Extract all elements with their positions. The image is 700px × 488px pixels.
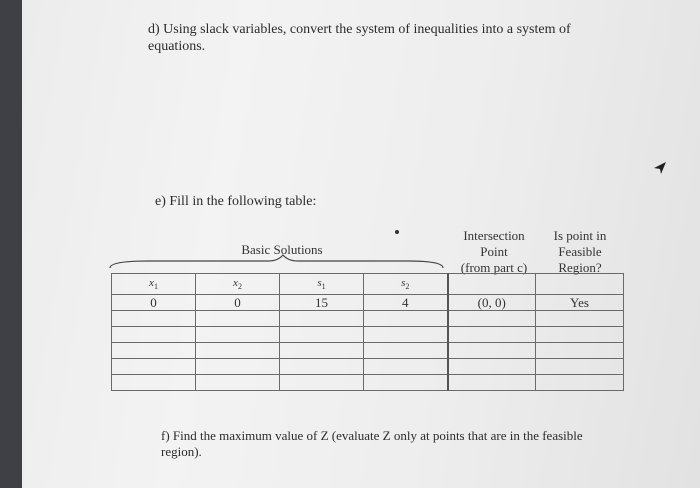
table-cell bbox=[536, 311, 624, 327]
table-header-cell bbox=[364, 274, 448, 295]
table-cell bbox=[536, 359, 624, 375]
table-cell bbox=[196, 327, 280, 343]
table-header-cell bbox=[536, 274, 624, 295]
question-e: e) Fill in the following table: bbox=[155, 194, 317, 209]
table-cell bbox=[364, 343, 448, 359]
table-cell bbox=[448, 359, 536, 375]
table-row bbox=[112, 359, 624, 375]
table-cell bbox=[536, 343, 624, 359]
table-cell bbox=[196, 311, 280, 327]
table-cell bbox=[448, 311, 536, 327]
table-header-row bbox=[112, 274, 624, 295]
feasible-header-line: Feasible bbox=[558, 244, 602, 259]
variable-subscript: 1 bbox=[321, 282, 326, 292]
table-cell bbox=[536, 375, 624, 391]
table-cell: (0, 0) bbox=[448, 295, 536, 311]
table-row bbox=[112, 311, 624, 327]
feasible-header bbox=[544, 228, 616, 276]
table-cell bbox=[196, 343, 280, 359]
variable-symbol: x bbox=[233, 277, 238, 289]
variable-subscript: 2 bbox=[237, 282, 242, 292]
variable-symbol: x bbox=[149, 277, 154, 289]
table-cell bbox=[364, 327, 448, 343]
table-cell: 15 bbox=[280, 295, 364, 311]
variable-label bbox=[401, 277, 410, 292]
table-header-cell bbox=[196, 274, 280, 295]
table-header-cell bbox=[448, 274, 536, 295]
variable-label bbox=[317, 277, 326, 292]
intersection-header-line: Point bbox=[480, 244, 508, 259]
table-cell bbox=[280, 375, 364, 391]
variable-label bbox=[149, 277, 158, 292]
table-cell bbox=[112, 327, 196, 343]
intersection-header-line: Intersection bbox=[463, 228, 525, 243]
table-cell bbox=[112, 311, 196, 327]
basic-solutions-header: Basic Solutions bbox=[241, 242, 323, 257]
table-cell bbox=[196, 375, 280, 391]
table-cell: 0 bbox=[112, 295, 196, 311]
table-cell bbox=[448, 327, 536, 343]
basic-solutions-table bbox=[111, 273, 624, 391]
question-d: d) Using slack variables, convert the system of inequalities into a system of equations. bbox=[148, 22, 571, 54]
intersection-header bbox=[452, 228, 536, 276]
brace-icon bbox=[108, 252, 448, 272]
mouse-cursor-icon bbox=[652, 160, 668, 176]
question-f: f) Find the maximum value of Z (evaluate Z only at points that are in the feasible region). bbox=[161, 428, 583, 459]
table-header-cell bbox=[280, 274, 364, 295]
table-cell bbox=[196, 359, 280, 375]
intersection-header-line: (from part c) bbox=[460, 260, 528, 275]
table-cell: 0 bbox=[196, 295, 280, 311]
table-row bbox=[112, 343, 624, 359]
feasible-header-line: Is point in bbox=[553, 228, 607, 243]
table-cell bbox=[280, 343, 364, 359]
table-cell: Yes bbox=[536, 295, 624, 311]
table-cell: 4 bbox=[364, 295, 448, 311]
table-cell bbox=[448, 375, 536, 391]
table-header-cell bbox=[112, 274, 196, 295]
table-cell bbox=[280, 327, 364, 343]
variable-symbol: s bbox=[401, 277, 406, 289]
table-cell bbox=[364, 375, 448, 391]
table-cell bbox=[112, 343, 196, 359]
table-row bbox=[112, 375, 624, 391]
table-cell bbox=[448, 343, 536, 359]
variable-subscript: 2 bbox=[405, 282, 410, 292]
variable-symbol: s bbox=[317, 277, 322, 289]
table-cell bbox=[536, 327, 624, 343]
ink-dot bbox=[395, 230, 399, 234]
feasible-header-line: Region? bbox=[558, 260, 602, 275]
table-row bbox=[112, 295, 624, 311]
table-row bbox=[112, 327, 624, 343]
table-cell bbox=[112, 359, 196, 375]
table-cell bbox=[280, 359, 364, 375]
table-cell bbox=[112, 375, 196, 391]
table-cell bbox=[364, 359, 448, 375]
table-cell bbox=[364, 311, 448, 327]
table-cell bbox=[280, 311, 364, 327]
variable-label bbox=[233, 277, 242, 292]
variable-subscript: 1 bbox=[153, 282, 158, 292]
